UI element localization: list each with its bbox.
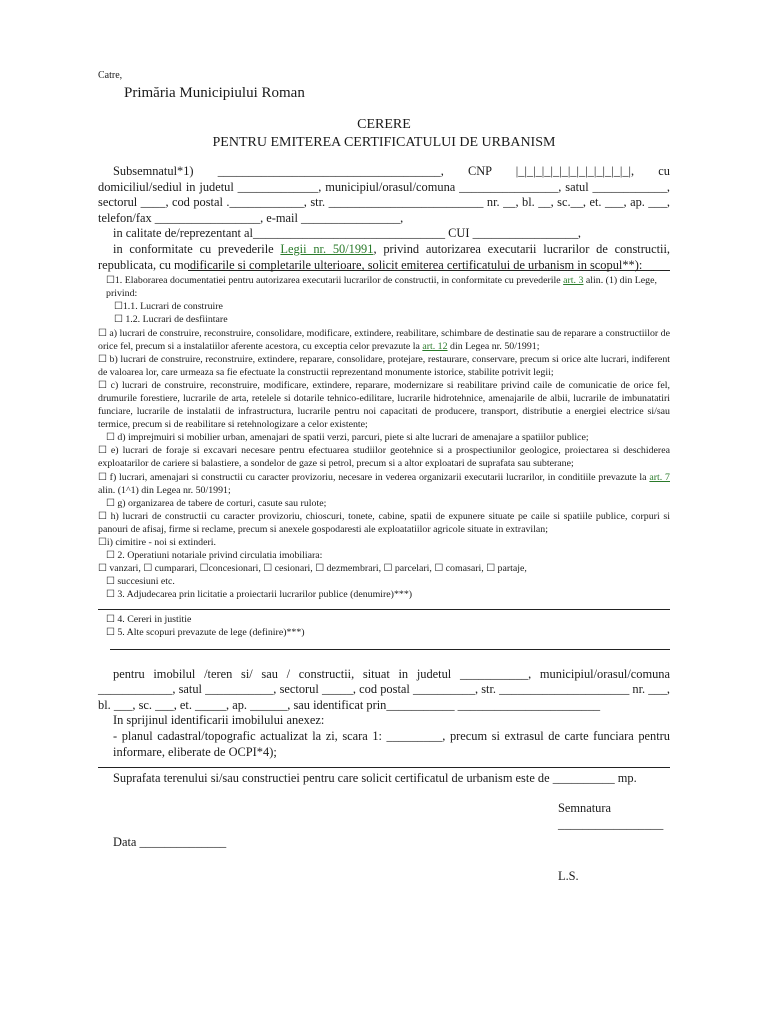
option-d[interactable]: ☐ d) imprejmuiri si mobilier urban, amenajari de spatii verzi, parcuri, piete si alte lucrari de amenajare a spatiilor publice; — [106, 432, 589, 444]
attachments-line — [98, 767, 670, 768]
option-3-line — [98, 609, 670, 610]
option-a-text: ☐ a) lucrari de construire, reconstruire, consolidare, modificare, extindere, reabilitare, schimbare de destinatie sau de reparare a constructiilor de orice fel, precum si a instalatiilor aferente acestora, cu exceptia celor prevazute la — [98, 327, 670, 352]
option-2-items[interactable]: ☐ vanzari, ☐ cumparari, ☐concesionari, ☐ cesionari, ☐ dezmembrari, ☐ parcelari, ☐ comasari, ☐ partaje, — [98, 563, 527, 575]
purpose-paragraph — [98, 242, 670, 273]
cadastral-plan-paragraph: - planul cadastral/topografic actualizat la zi, scara 1: _________, precum si extrasul de carte funciara pentru informare, eliberate de OCPI*4); — [113, 729, 670, 759]
option-2-more[interactable]: ☐ succesiuni etc. — [106, 576, 175, 588]
purpose-text-after: , privind autorizarea executarii lucrarilor de constructii, republicata, cu modificarile si completarile ulterioare, solicit emiterea certificatului de urbanism in scopul**): — [98, 241, 670, 272]
representative-paragraph: in calitate de/reprezentant al_______________________________ CUI _________________, — [113, 226, 582, 241]
applicant-identity-paragraph: Subsemnatul*1) ____________________________________, CNP |_|_|_|_|_|_|_|_|_|_|_|_|_|, cu domiciliul/sediul in judetul _____________, municipiul/orasul/comuna ________________, satul ____________, sectorul ____, cod postal .____________, str. _________________________ nr. __, bl. __, sc.__, et. ___, ap. ___, telefon/fax _________________, e-mail ________________, — [98, 164, 670, 225]
document-page — [98, 70, 670, 883]
option-1-1[interactable]: ☐1.1. Lucrari de construire — [114, 301, 223, 313]
seal-label: L.S. — [558, 868, 579, 883]
option-g[interactable]: ☐ g) organizarea de tabere de corturi, casute sau rulote; — [106, 497, 327, 509]
date-field[interactable]: Data ______________ — [113, 834, 227, 849]
option-5[interactable]: ☐ 5. Alte scopuri prevazute de lege (definire)***) — [106, 626, 305, 638]
signature-block — [98, 800, 670, 883]
option-3[interactable]: ☐ 3. Adjudecarea prin licitatie a proiectarii lucrarilor publice (denumire)***) — [106, 589, 413, 601]
option-f-text: ☐ f) lucrari, amenajari si constructii cu caracter provizoriu, necesare in vederea organizarii executarii lucrarilor, in conditiile prevazute la — [98, 471, 650, 483]
law-50-1991-link[interactable]: Legii nr. 50/1991 — [280, 241, 374, 256]
attachments-heading: In sprijinul identificarii imobilului anexez: — [113, 713, 325, 728]
surface-paragraph: Suprafata terenului si/sau constructiei pentru care solicit certificatul de urbanism este de __________ mp. — [113, 771, 637, 786]
recipient-name: Primăria Municipiului Roman — [124, 85, 305, 101]
option-f[interactable] — [98, 471, 670, 497]
art-3-link[interactable]: art. 3 — [563, 275, 584, 287]
option-h[interactable]: ☐ h) lucrari de constructii cu caracter provizoriu, chioscuri, tonete, cabine, spatii de expunere situate pe caile si spatiile publice, corpuri si panouri de afisaj, firme si reclame, precum si anexele gospodaresti ale exploatatiilor agricole situate in extravilan; — [98, 510, 670, 535]
signature-label: Semnatura — [558, 800, 611, 815]
option-a-text-after: din Legea nr. 50/1991; — [447, 340, 540, 352]
option-2[interactable]: ☐ 2. Operatiuni notariale privind circulatia imobiliara: — [106, 550, 323, 562]
option-b[interactable]: ☐ b) lucrari de construire, reconstruire, extindere, reparare, consolidare, protejare, restaurare, conservare, precum si orice alte lucrari, indiferent de valoarea lor, care urmeaza sa fie efectuate la constructii reprezentand monumente istorice, stabilite potrivit legii; — [98, 353, 670, 378]
option-1-text: ☐1. Elaborarea documentatiei pentru autorizarea executarii lucrarilor de constructii, in conformitate cu prevederile — [106, 275, 564, 287]
option-a[interactable] — [98, 327, 670, 353]
option-1[interactable] — [98, 274, 670, 300]
spacer — [98, 653, 670, 667]
option-1-2[interactable]: ☐ 1.2. Lucrari de desfiintare — [114, 314, 228, 326]
document-subtitle: PENTRU EMITEREA CERTIFICATULUI DE URBANISM — [212, 135, 556, 150]
art-12-link[interactable]: art. 12 — [422, 340, 448, 352]
property-location-paragraph: pentru imobilul /teren si/ sau / constructii, situat in judetul ___________, municipiul/orasul/comuna ____________, satul ___________, sectorul _____, cod postal __________, str. _____________________ nr. ___, bl. ___, sc. ___, et. _____, ap. ______, sau identificat prin___________ _______________________ — [98, 666, 670, 712]
purpose-text-before: in conformitate cu prevederile — [113, 241, 281, 256]
option-5-line — [110, 649, 670, 650]
option-e[interactable]: ☐ e) lucrari de foraje si excavari necesare pentru efectuarea studiilor geotehnice si a prospectiunilor geologice, proiectarea si deschiderea exploatarilor de cariere si balastiere, a sondelor de gaze si petrol, precum si a altor exploatari de suprafata sau subterane; — [98, 445, 670, 470]
option-f-text-after: alin. (1^1) din Legea nr. 50/1991; — [98, 484, 231, 496]
signature-line[interactable]: _________________ — [558, 816, 664, 831]
spacer-2 — [98, 787, 670, 801]
option-1-text-after: alin. (1) din Lege, privind: — [106, 275, 657, 300]
option-4[interactable]: ☐ 4. Cereri in justitie — [106, 613, 192, 625]
option-c[interactable]: ☐ c) lucrari de construire, reconstruire, modificare, extindere, reparare, modernizare si reabilitare privind caile de comunicatie de orice fel, drumurile forestiere, lucrarile de arta, retelele si dotarile tehnico-edilitare, lucrarile hidrotehnice, amenajarile de albii, lucrarile de imbunatatiri funciare, lucrarile de instalatii de infrastructura, lucrarile pentru noi capacitati de producere, transport, distributie a energiei electrice si/sau termice, precum si de reabilitare si retehnologizare a celor existente; — [98, 379, 670, 431]
document-title: CERERE — [357, 117, 411, 132]
art-7-link[interactable]: art. 7 — [649, 471, 670, 483]
option-i[interactable]: ☐i) cimitire - noi si extinderi. — [98, 537, 216, 549]
addressee-label: Catre, — [98, 70, 123, 81]
